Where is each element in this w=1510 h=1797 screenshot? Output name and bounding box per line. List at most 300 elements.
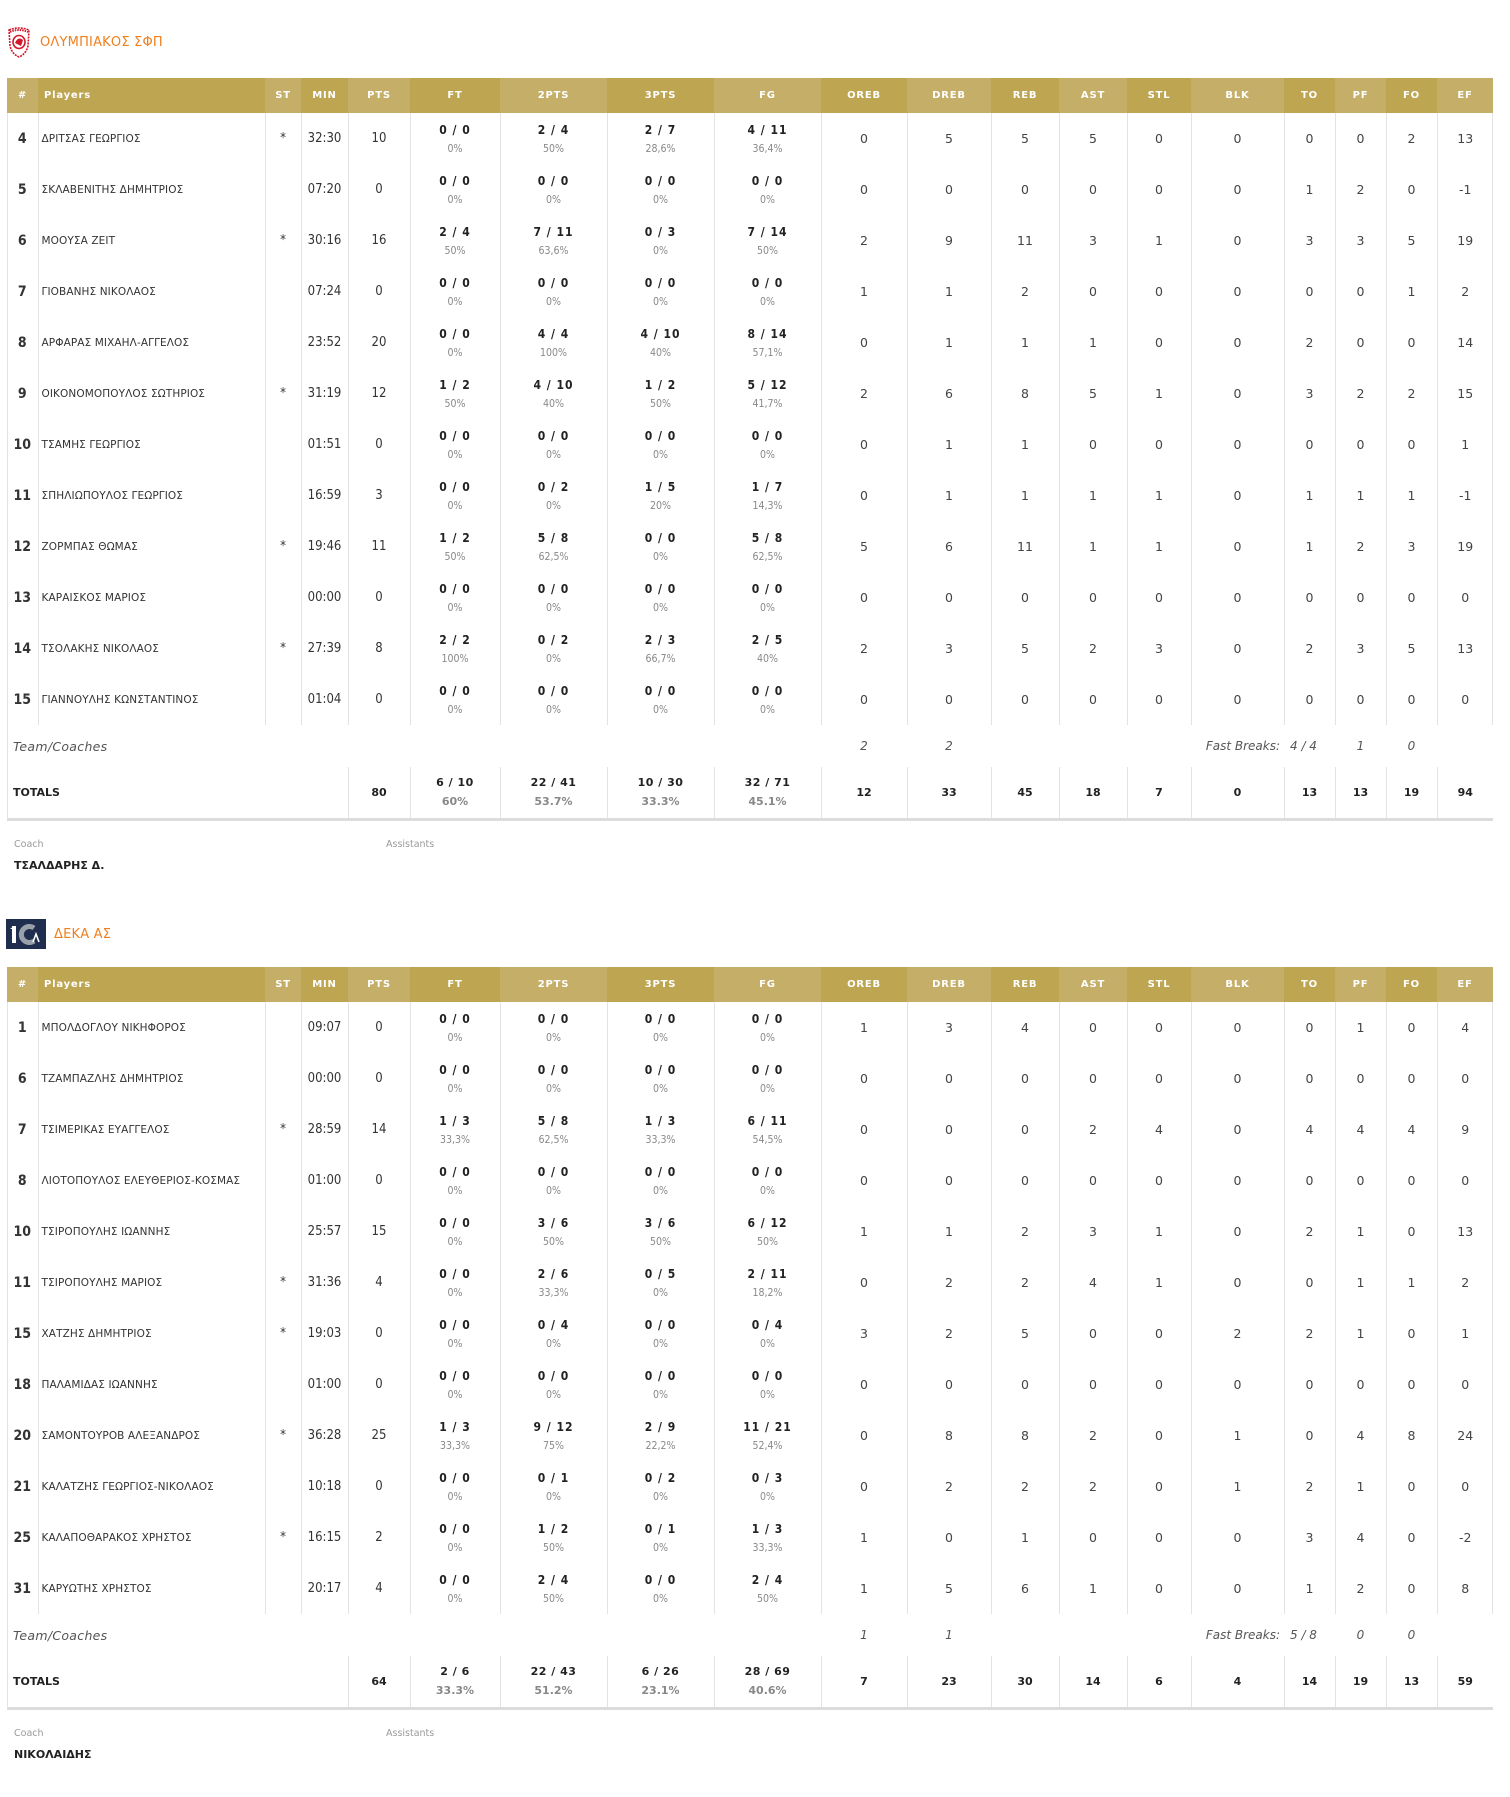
column-header-pf[interactable]: PF: [1335, 78, 1386, 113]
stat-oreb: 3: [821, 1308, 907, 1359]
made-attempted: 0 / 0: [439, 581, 471, 596]
percentage: 14,3%: [752, 499, 783, 512]
column-header-pf[interactable]: PF: [1335, 967, 1386, 1002]
shooting-p3: [607, 1053, 714, 1104]
made-attempted: 4 / 10: [640, 326, 681, 341]
team-name-link[interactable]: ΔΕΚΑ ΑΣ: [54, 926, 112, 942]
player-name-link[interactable]: ΠΑΛΑΜΙΔΑΣ ΙΩΑΝΝΗΣ: [38, 1359, 265, 1410]
percentage: 0%: [447, 142, 463, 155]
stat-pf: 4: [1335, 1410, 1386, 1461]
column-header-ef[interactable]: EF: [1437, 967, 1493, 1002]
minutes: 28:59: [301, 1104, 348, 1155]
stat-oreb: 1: [821, 266, 907, 317]
stat-stl: 0: [1127, 1155, 1191, 1206]
player-name-link[interactable]: ΓΙΟΒΑΝΗΣ ΝΙΚΟΛΑΟΣ: [38, 266, 265, 317]
player-name-link[interactable]: ΤΣΙΜΕΡΙΚΑΣ ΕΥΑΓΓΕΛΟΣ: [38, 1104, 265, 1155]
made-attempted: 0 / 3: [644, 224, 677, 239]
shooting-p2: [500, 1257, 607, 1308]
percentage: 0%: [447, 295, 463, 308]
player-number: 8: [17, 1172, 27, 1189]
shooting-p3: [607, 1512, 714, 1563]
shooting-ft: [410, 1104, 500, 1155]
stat-stl: 0: [1127, 1308, 1191, 1359]
stat-stl: 0: [1127, 1461, 1191, 1512]
made-attempted: 0 / 0: [439, 1317, 471, 1332]
starter-marker: *: [265, 215, 301, 266]
shooting-p2: [500, 1002, 607, 1053]
percentage: 0%: [760, 1082, 775, 1095]
percentage: 63,6%: [538, 244, 569, 257]
shooting-p3: [607, 1563, 714, 1614]
stat-stl: 0: [1127, 113, 1191, 164]
stat-ast: 3: [1059, 1206, 1127, 1257]
percentage: 0%: [447, 448, 463, 461]
percentage: 0%: [546, 1388, 561, 1401]
shooting-p2: [500, 317, 607, 368]
stat-pf: 3: [1335, 215, 1386, 266]
player-name-link[interactable]: ΤΣΟΛΑΚΗΣ ΝΙΚΟΛΑΟΣ: [38, 623, 265, 674]
starter-marker: *: [265, 113, 301, 164]
stat-ef: 2: [1437, 1257, 1493, 1308]
player-number: 18: [13, 1376, 32, 1393]
column-header-to[interactable]: TO: [1284, 78, 1335, 113]
stat-fo: 0: [1386, 1359, 1437, 1410]
column-header-reb[interactable]: REB: [991, 967, 1059, 1002]
stat-stl: 4: [1127, 1104, 1191, 1155]
stat-dreb: 5: [907, 113, 991, 164]
player-number: 8: [17, 334, 27, 351]
player-name-link[interactable]: ΟΙΚΟΝΟΜΟΠΟΥΛΟΣ ΣΩΤΗΡΙΟΣ: [38, 368, 265, 419]
stat-dreb: 2: [907, 1257, 991, 1308]
stat-reb: 0: [991, 1359, 1059, 1410]
stat-dreb: 8: [907, 1410, 991, 1461]
team-pf: 0: [1407, 1628, 1416, 1642]
made-attempted: 0 / 2: [537, 632, 570, 647]
column-header-ef[interactable]: EF: [1437, 78, 1493, 113]
shooting-fg: [714, 368, 821, 419]
total-points: 80: [348, 767, 410, 819]
stat-to: 2: [1284, 1206, 1335, 1257]
stat-ast: 0: [1059, 164, 1127, 215]
shooting-ft: [410, 1512, 500, 1563]
made-attempted: 22 / 43: [530, 1665, 577, 1679]
column-header-fo[interactable]: FO: [1386, 78, 1437, 113]
made-attempted: 2 / 4: [439, 224, 471, 239]
made-attempted: 4 / 10: [533, 377, 574, 392]
column-header-fg[interactable]: FG: [714, 967, 821, 1002]
player-number: 11: [13, 1274, 32, 1291]
stat-blk: 0: [1191, 317, 1284, 368]
player-row: [7, 1410, 1493, 1461]
team-oreb: 2: [860, 739, 868, 753]
minutes: 01:00: [301, 1155, 348, 1206]
percentage: 50%: [444, 397, 466, 410]
starter-marker: *: [265, 1512, 301, 1563]
points: 0: [348, 419, 410, 470]
column-header-players[interactable]: Players: [38, 967, 265, 1002]
percentage: 0%: [447, 1592, 463, 1605]
stat-dreb: 5: [907, 1563, 991, 1614]
made-attempted: 0 / 0: [644, 428, 677, 443]
shooting-p2: [500, 572, 607, 623]
made-attempted: 1 / 2: [439, 530, 471, 545]
column-header-ast[interactable]: AST: [1059, 78, 1127, 113]
stat-reb: 5: [991, 113, 1059, 164]
stat-dreb: 6: [907, 521, 991, 572]
stat-blk: 0: [1191, 1359, 1284, 1410]
stat-to: 0: [1284, 419, 1335, 470]
starter-marker: [265, 1002, 301, 1053]
stat-stl: 0: [1127, 317, 1191, 368]
stat-fo: 0: [1386, 1155, 1437, 1206]
percentage: 0%: [447, 1337, 463, 1350]
percentage: 0%: [653, 1082, 668, 1095]
column-header-min[interactable]: MIN: [301, 78, 348, 113]
player-row: [7, 674, 1493, 725]
starter-marker: [265, 266, 301, 317]
player-name-link[interactable]: ΚΑΡΑΙΣΚΟΣ ΜΑΡΙΟΣ: [38, 572, 265, 623]
percentage: 0%: [546, 652, 561, 665]
stat-oreb: 0: [821, 470, 907, 521]
stat-oreb: 5: [821, 521, 907, 572]
player-name-link[interactable]: ΜΠΟΛΔΟΓΛΟΥ ΝΙΚΗΦΟΡΟΣ: [38, 1002, 265, 1053]
box-score-table: [7, 78, 1493, 821]
stat-ast: 1: [1059, 521, 1127, 572]
percentage: 66,7%: [645, 652, 676, 665]
stat-oreb: 2: [821, 215, 907, 266]
starter-marker: [265, 572, 301, 623]
made-attempted: 0 / 0: [751, 1011, 784, 1026]
stat-oreb: 0: [821, 1359, 907, 1410]
player-row: [7, 470, 1493, 521]
minutes: 01:51: [301, 419, 348, 470]
percentage: 33,3%: [439, 1439, 470, 1452]
percentage: 0%: [546, 499, 561, 512]
column-header-min[interactable]: MIN: [301, 967, 348, 1002]
total-ast: 18: [1059, 767, 1127, 819]
points: 0: [348, 1002, 410, 1053]
stat-pf: 1: [1335, 1308, 1386, 1359]
made-attempted: 2 / 4: [537, 122, 570, 137]
percentage: 0%: [653, 1337, 668, 1350]
made-attempted: 0 / 0: [644, 1368, 677, 1383]
stat-stl: 0: [1127, 1512, 1191, 1563]
starter-marker: *: [265, 1308, 301, 1359]
stat-pf: 0: [1335, 572, 1386, 623]
stat-pf: 2: [1335, 164, 1386, 215]
shooting-fg: [714, 113, 821, 164]
stat-to: 0: [1284, 572, 1335, 623]
stat-ef: 19: [1437, 521, 1493, 572]
stat-ast: 0: [1059, 419, 1127, 470]
stat-reb: 6: [991, 1563, 1059, 1614]
totals-row: [7, 767, 1493, 819]
shooting-p2: [500, 1053, 607, 1104]
percentage: 33,3%: [752, 1541, 783, 1554]
made-attempted: 0 / 0: [751, 581, 784, 596]
fast-breaks-value: 5 / 8: [1290, 1628, 1317, 1642]
player-name-link[interactable]: ΣΚΛΑΒΕΝΙΤΗΣ ΔΗΜΗΤΡΙΟΣ: [38, 164, 265, 215]
percentage: 33.3%: [435, 1684, 475, 1698]
percentage: 0%: [760, 601, 775, 614]
column-header-ft[interactable]: FT: [410, 967, 500, 1002]
shooting-fg: [714, 1002, 821, 1053]
player-name-link[interactable]: ΚΑΛΑΠΟΘΑΡΑΚΟΣ ΧΡΗΣΤΟΣ: [38, 1512, 265, 1563]
column-header-players[interactable]: Players: [38, 78, 265, 113]
shooting-p3: [607, 572, 714, 623]
stat-stl: 0: [1127, 1563, 1191, 1614]
player-name-link[interactable]: ΣΑΜΟΝΤΟΥΡΟΒ ΑΛΕΞΑΝΔΡΟΣ: [38, 1410, 265, 1461]
stat-reb: 5: [991, 623, 1059, 674]
made-attempted: 1 / 2: [439, 377, 471, 392]
made-attempted: 0 / 0: [751, 1368, 784, 1383]
percentage: 41,7%: [752, 397, 783, 410]
player-number: 6: [17, 232, 27, 249]
stat-ast: 5: [1059, 113, 1127, 164]
player-name-link[interactable]: ΤΣΑΜΗΣ ΓΕΩΡΓΙΟΣ: [38, 419, 265, 470]
stat-blk: 0: [1191, 521, 1284, 572]
column-header-num[interactable]: #: [7, 967, 38, 1002]
percentage: 51.2%: [534, 1684, 573, 1698]
percentage: 0%: [653, 1184, 668, 1197]
player-name-link[interactable]: ΑΡΦΑΡΑΣ ΜΙΧΑΗΛ-ΑΓΓΕΛΟΣ: [38, 317, 265, 368]
shooting-fg: [714, 266, 821, 317]
shooting-ft: [410, 266, 500, 317]
player-name-link[interactable]: ΤΖΑΜΠΑΖΛΗΣ ΔΗΜΗΤΡΙΟΣ: [38, 1053, 265, 1104]
stat-reb: 1: [991, 1512, 1059, 1563]
percentage: 0%: [546, 193, 561, 206]
made-attempted: 0 / 0: [439, 1011, 471, 1026]
shooting-fg: [714, 1104, 821, 1155]
made-attempted: 10 / 30: [637, 776, 684, 790]
shooting-ft: [410, 572, 500, 623]
stat-fo: 0: [1386, 572, 1437, 623]
stat-to: 2: [1284, 1461, 1335, 1512]
stat-reb: 0: [991, 1104, 1059, 1155]
player-name-link[interactable]: ΣΠΗΛΙΩΠΟΥΛΟΣ ΓΕΩΡΓΙΟΣ: [38, 470, 265, 521]
minutes: 19:03: [301, 1308, 348, 1359]
column-header-st[interactable]: ST: [265, 967, 301, 1002]
player-row: [7, 1155, 1493, 1206]
stat-fo: 0: [1386, 1461, 1437, 1512]
percentage: 0%: [447, 601, 463, 614]
starter-marker: *: [265, 368, 301, 419]
column-header-reb[interactable]: REB: [991, 78, 1059, 113]
column-header-num[interactable]: #: [7, 78, 38, 113]
player-row: [7, 1563, 1493, 1614]
column-header-dreb[interactable]: DREB: [907, 78, 991, 113]
shooting-p3: [607, 266, 714, 317]
player-number: 7: [17, 1121, 27, 1138]
shooting-fg: [714, 419, 821, 470]
stat-fo: 1: [1386, 470, 1437, 521]
player-name-link[interactable]: ΤΣΙΡΟΠΟΥΛΗΣ ΙΩΑΝΝΗΣ: [38, 1206, 265, 1257]
made-attempted: 0 / 0: [439, 1164, 471, 1179]
team-name-link[interactable]: ΟΛΥΜΠΙΑΚΟΣ ΣΦΠ: [40, 34, 163, 50]
percentage: 57,1%: [752, 346, 783, 359]
stat-pf: 1: [1335, 1002, 1386, 1053]
total-to: 13: [1284, 767, 1335, 819]
points: 0: [348, 266, 410, 317]
player-name-link[interactable]: ΜΟΟΥΣΑ ΖΕΙΤ: [38, 215, 265, 266]
column-header-oreb[interactable]: OREB: [821, 967, 907, 1002]
stat-pf: 3: [1335, 623, 1386, 674]
total-shooting-fg: [714, 767, 821, 819]
column-header-blk[interactable]: BLK: [1191, 78, 1284, 113]
starter-marker: [265, 1461, 301, 1512]
shooting-p2: [500, 1512, 607, 1563]
shooting-ft: [410, 1002, 500, 1053]
percentage: 40.6%: [748, 1684, 787, 1698]
player-name-link[interactable]: ΖΟΡΜΠΑΣ ΘΩΜΑΣ: [38, 521, 265, 572]
column-header-pts[interactable]: PTS: [348, 78, 410, 113]
percentage: 50%: [757, 1235, 778, 1248]
column-header-stl[interactable]: STL: [1127, 967, 1191, 1002]
starter-marker: *: [265, 521, 301, 572]
made-attempted: 0 / 0: [751, 428, 784, 443]
fast-breaks-label: Fast Breaks:: [1205, 739, 1280, 753]
made-attempted: 2 / 6: [537, 1266, 570, 1281]
stat-dreb: 0: [907, 1512, 991, 1563]
percentage: 0%: [447, 1388, 463, 1401]
shooting-p3: [607, 1410, 714, 1461]
percentage: 0%: [760, 193, 775, 206]
stat-oreb: 0: [821, 113, 907, 164]
points: 11: [348, 521, 410, 572]
minutes: 16:59: [301, 470, 348, 521]
shooting-p3: [607, 113, 714, 164]
stat-ef: 1: [1437, 1308, 1493, 1359]
column-header-fg[interactable]: FG: [714, 78, 821, 113]
stat-pf: 0: [1335, 113, 1386, 164]
stat-fo: 0: [1386, 1308, 1437, 1359]
stat-dreb: 1: [907, 266, 991, 317]
stat-reb: 4: [991, 1002, 1059, 1053]
player-name-link[interactable]: ΛΙΟΤΟΠΟΥΛΟΣ ΕΛΕΥΘΕΡΙΟΣ-ΚΟΣΜΑΣ: [38, 1155, 265, 1206]
stat-ast: 2: [1059, 1104, 1127, 1155]
made-attempted: 0 / 4: [537, 1317, 570, 1332]
made-attempted: 6 / 26: [641, 1665, 680, 1679]
column-header-ft[interactable]: FT: [410, 78, 500, 113]
made-attempted: 0 / 0: [537, 275, 570, 290]
percentage: 53.7%: [534, 795, 573, 809]
starter-marker: [265, 164, 301, 215]
shooting-ft: [410, 1053, 500, 1104]
column-header-stl[interactable]: STL: [1127, 78, 1191, 113]
player-row: [7, 317, 1493, 368]
points: 3: [348, 470, 410, 521]
percentage: 0%: [447, 1235, 463, 1248]
player-name-link[interactable]: ΤΣΙΡΟΠΟΥΛΗΣ ΜΑΡΙΟΣ: [38, 1257, 265, 1308]
made-attempted: 0 / 0: [644, 530, 677, 545]
column-header-ast[interactable]: AST: [1059, 967, 1127, 1002]
player-row: [7, 521, 1493, 572]
column-header-3pts[interactable]: 3PTS: [607, 78, 714, 113]
column-header-pts[interactable]: PTS: [348, 967, 410, 1002]
player-name-link[interactable]: ΔΡΙΤΣΑΣ ΓΕΩΡΓΙΟΣ: [38, 113, 265, 164]
percentage: 0%: [653, 1592, 668, 1605]
team-coaches-row: [7, 725, 1493, 767]
column-header-oreb[interactable]: OREB: [821, 78, 907, 113]
percentage: 0%: [653, 1388, 668, 1401]
player-name-link[interactable]: ΧΑΤΖΗΣ ΔΗΜΗΤΡΙΟΣ: [38, 1308, 265, 1359]
total-shooting-p2: [500, 1656, 607, 1708]
made-attempted: 28 / 69: [744, 1665, 791, 1679]
stat-dreb: 0: [907, 164, 991, 215]
shooting-fg: [714, 215, 821, 266]
column-header-blk[interactable]: BLK: [1191, 967, 1284, 1002]
stat-blk: 0: [1191, 164, 1284, 215]
made-attempted: 0 / 0: [644, 1011, 677, 1026]
player-row: [7, 113, 1493, 164]
made-attempted: 0 / 0: [439, 1215, 471, 1230]
stat-stl: 0: [1127, 1053, 1191, 1104]
player-name-link[interactable]: ΓΙΑΝΝΟΥΛΗΣ ΚΩΝΣΤΑΝΤΙΝΟΣ: [38, 674, 265, 725]
stat-ef: 13: [1437, 113, 1493, 164]
shooting-p2: [500, 368, 607, 419]
made-attempted: 0 / 2: [537, 479, 570, 494]
stat-oreb: 1: [821, 1512, 907, 1563]
total-shooting-p3: [607, 767, 714, 819]
percentage: 50%: [650, 1235, 671, 1248]
shooting-fg: [714, 521, 821, 572]
stat-pf: 4: [1335, 1104, 1386, 1155]
starter-marker: [265, 1155, 301, 1206]
box-score-table: [7, 967, 1493, 1710]
stat-blk: 0: [1191, 674, 1284, 725]
shooting-fg: [714, 623, 821, 674]
player-name-link[interactable]: ΚΑΡΥΩΤΗΣ ΧΡΗΣΤΟΣ: [38, 1563, 265, 1614]
stat-oreb: 0: [821, 1410, 907, 1461]
stat-blk: 0: [1191, 1155, 1284, 1206]
total-ast: 14: [1059, 1656, 1127, 1708]
column-header-3pts[interactable]: 3PTS: [607, 967, 714, 1002]
player-name-link[interactable]: ΚΑΛΑΤΖΗΣ ΓΕΩΡΓΙΟΣ-ΝΙΚΟΛΑΟΣ: [38, 1461, 265, 1512]
column-header-2pts[interactable]: 2PTS: [500, 78, 607, 113]
total-reb: 30: [991, 1656, 1059, 1708]
shooting-p2: [500, 419, 607, 470]
points: 8: [348, 623, 410, 674]
percentage: 0%: [760, 1490, 775, 1503]
stat-ast: 0: [1059, 1359, 1127, 1410]
stat-ef: 0: [1437, 1155, 1493, 1206]
total-dreb: 23: [907, 1656, 991, 1708]
stat-to: 0: [1284, 266, 1335, 317]
column-header-to[interactable]: TO: [1284, 967, 1335, 1002]
percentage: 0%: [447, 1490, 463, 1503]
column-header-dreb[interactable]: DREB: [907, 967, 991, 1002]
minutes: 31:19: [301, 368, 348, 419]
stat-dreb: 3: [907, 1002, 991, 1053]
stat-dreb: 0: [907, 674, 991, 725]
total-shooting-p2: [500, 767, 607, 819]
column-header-st[interactable]: ST: [265, 78, 301, 113]
made-attempted: 0 / 0: [537, 1062, 570, 1077]
stat-pf: 0: [1335, 1155, 1386, 1206]
total-to: 14: [1284, 1656, 1335, 1708]
percentage: 18,2%: [752, 1286, 783, 1299]
column-header-2pts[interactable]: 2PTS: [500, 967, 607, 1002]
shooting-fg: [714, 1563, 821, 1614]
player-number: 1: [17, 1019, 27, 1036]
made-attempted: 2 / 7: [644, 122, 677, 137]
shooting-p2: [500, 1308, 607, 1359]
stat-oreb: 0: [821, 419, 907, 470]
column-header-fo[interactable]: FO: [1386, 967, 1437, 1002]
stat-ef: -1: [1437, 164, 1493, 215]
header-row: [7, 78, 1493, 113]
percentage: 0%: [546, 295, 561, 308]
